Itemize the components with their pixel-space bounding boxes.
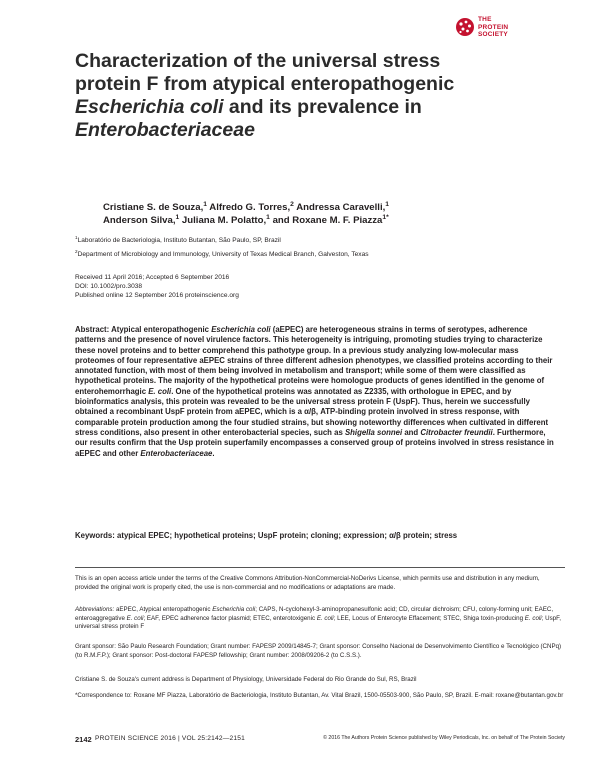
abstract: Abstract: Atypical enteropathogenic Escherichia coli (aEPEC) are heterogeneous strains in terms of serotypes, adherence patterns and the presence of novel virulence factors. This heterogeneity is intriguing, promoting studies trying to characterize these novel proteins and to better comprehend this pathotype group. In a previous study analyzing low-molecular mass proteomes of four representative aEPEC strains of three different adhesion phenotypes, we classified proteins according to their annotated function, with most of them being involved in metabolism and transport; while some of them were classified as hypothetical proteins. The majority of the hypothetical proteins were homologue products of genes identified in the genome of enterohemorrhagic E. coli. One of the hypothetical proteins was annotated as Z2335, with orthologue in EPEC, and by bioinformatics analysis, this protein was revealed to be the universal stress protein F (UspF). Thus, herein we successfully obtained a recombinant UspF protein from aEPEC, which is a α/β, ATP-binding protein involved in stress response, with comparable protein production among the four studied strains, but showing noteworthy differences when cultivated in different stress conditions, also present in other enterobacterial species, such as Shigella sonnei and Citrobacter freundii. Furthermore, our results confirm that the Usp protein superfamily encompasses a conserved group of proteins involved in stress resistance in aEPEC and other Enterobacteriaceae. xyxy=(75,325,554,458)
current-address: Cristiane S. de Souza's current address is Department of Physiology, Universidade Federal do Rio Grande do Sul, RS, Brazil xyxy=(75,676,417,683)
grant-info: Grant sponsor: São Paulo Research Foundation; Grant number: FAPESP 2009/14845-7; Grant sponsor: Conselho Nacional de Desenvolvimento Científico e Tecnológico (CNPq) (to R.M.F.P.); Grant sponsor: Post-doctoral FAPESP fellowship; Grant number: 2008/09206-2 (to C.S.S.). xyxy=(75,643,562,659)
keywords-label: Keywords: xyxy=(75,531,118,540)
correspondence: *Correspondence to: Roxane MF Piazza, Laboratório de Bacteriologia, Instituto Butantan, Av. Vital Brazil, 1500-05503-900, São Paulo, SP, Brazil. E-mail: roxane@butantan.gov.br xyxy=(75,692,564,699)
article-history xyxy=(75,273,239,300)
doi-link[interactable]: DOI: 10.1002/pro.3038 xyxy=(75,283,143,290)
abstract-label: Abstract: xyxy=(75,325,112,334)
author-name: Juliana M. Polatto, xyxy=(179,215,267,226)
keywords: Keywords: atypical EPEC; hypothetical proteins; UspF protein; cloning; expression; α/β protein; stress xyxy=(75,531,458,540)
publisher-line-3: SOCIETY xyxy=(478,31,508,38)
author-name: Alfredo G. Torres, xyxy=(206,202,291,213)
license-note: This is an open access article under the terms of the Creative Commons Attribution-NonCommercial-NoDerivs License, which permits use and distribution in any medium, provided the original work is properly cited, the use is non-commercial and no modifications or adaptations are made. xyxy=(75,575,540,591)
publisher-logo xyxy=(455,14,575,44)
publisher-line-1: THE xyxy=(478,16,492,23)
footnote-divider xyxy=(75,567,565,568)
journal-citation: PROTEIN SCIENCE 2016 | VOL 25:2142—2151 xyxy=(95,735,246,742)
received-accepted-dates: Received 11 April 2016; Accepted 6 September 2016 xyxy=(75,274,230,281)
page-number: 2142 xyxy=(75,735,92,744)
author-list: Cristiane S. de Souza,$^1$ Alfredo G. Torres,$^2$ Andressa Caravelli,$^1$ Anderson Silva,$^1$ Juliana M. Polatto,$^1$ and Roxane M. F. Piazza$^{1*}$ xyxy=(103,200,390,226)
protein-society-icon xyxy=(455,17,475,37)
affiliation-2: $^2$Department of Microbiology and Immunology, University of Texas Medical Branch, Galveston, Texas xyxy=(75,248,369,258)
publisher-line-2: PROTEIN xyxy=(478,23,509,31)
author-name: Andressa Caravelli, xyxy=(293,202,386,213)
article-title: Characterization of the universal stress protein F from atypical enteropathogenic Escherichia coli and its prevalence in Enterobacteriaceae xyxy=(75,50,455,141)
affiliation-1: $^1$Laboratório de Bacteriologia, Instituto Butantan, São Paulo, SP, Brazil xyxy=(75,234,281,244)
author-name: Anderson Silva, xyxy=(103,215,176,226)
copyright-notice: © 2016 The Authors Protein Science published by Wiley Periodicals, Inc. on behalf of The Protein Society xyxy=(323,735,565,741)
author-name: and Roxane M. F. Piazza xyxy=(269,215,383,226)
publisher-name xyxy=(478,16,508,39)
published-online: Published online 12 September 2016 proteinscience.org xyxy=(75,292,239,299)
author-name: Cristiane S. de Souza, xyxy=(103,202,204,213)
page-footer xyxy=(75,735,565,745)
abbreviations: Abbreviations: aEPEC, Atypical enteropathogenic Escherichia coli; CAPS, N-cyclohexyl-3-aminopropanesulfonic acid; CD, circular dichroism; CFU, colony-forming unit; EAEC, enteroaggregative E. coli; EAF, EPEC adherence factor plasmid; ETEC, enterotoxigenic E. coli; LEE, Locus of Enterocyte Effacement; STEC, Shiga toxin-producing E. coli; UspF, universal stress protein F xyxy=(75,606,561,631)
